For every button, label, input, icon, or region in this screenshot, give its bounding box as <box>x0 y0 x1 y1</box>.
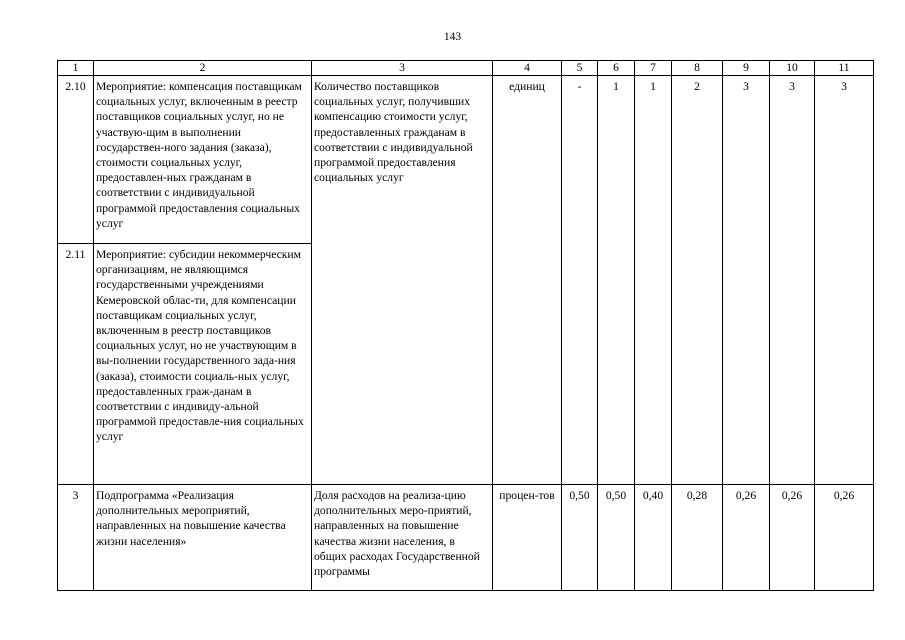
value-cell: 0,26 <box>723 485 770 591</box>
indicator-name-cell: Количество поставщиков социальных услуг, получивших компенсацию стоимости услуг, предоставленных гражданам в соответствии с индивидуальной программой предоставления социальных услуг <box>312 76 493 485</box>
value-cell: - <box>562 76 598 485</box>
header-cell: 10 <box>770 61 815 76</box>
value-cell: 1 <box>598 76 635 485</box>
header-cell: 6 <box>598 61 635 76</box>
table-row <box>58 485 874 591</box>
page-number: 143 <box>443 31 462 43</box>
value-cell: 0,26 <box>770 485 815 591</box>
row-number: 2.10 <box>58 76 94 244</box>
header-row <box>58 61 874 76</box>
value-cell: 0,50 <box>562 485 598 591</box>
value-cell: 1 <box>635 76 672 485</box>
header-cell: 3 <box>312 61 493 76</box>
row-number: 3 <box>58 485 94 591</box>
header-cell: 4 <box>493 61 562 76</box>
header-cell: 11 <box>815 61 874 76</box>
value-cell: 0,40 <box>635 485 672 591</box>
value-cell: 3 <box>815 76 874 485</box>
unit-cell: единиц <box>493 76 562 485</box>
header-cell: 5 <box>562 61 598 76</box>
activity-cell: Мероприятие: компенсация поставщикам социальных услуг, включенным в реестр поставщиков социальных услуг, но не участвую-щим в выполнении государствен-ного задания (заказа), стоимости социальных услуг, предоставлен-ных гражданам в соответствии с индивидуальной программой предоставления социальных услуг <box>94 76 312 244</box>
value-cell: 2 <box>672 76 723 485</box>
row-number: 2.11 <box>58 244 94 485</box>
header-cell: 1 <box>58 61 94 76</box>
indicators-table <box>57 60 874 591</box>
header-cell: 2 <box>94 61 312 76</box>
value-cell: 0,50 <box>598 485 635 591</box>
value-cell: 3 <box>770 76 815 485</box>
indicator-name-cell: Доля расходов на реализа-цию дополнительных меро-приятий, направленных на повышение качества жизни населения, в общих расходах Государственной программы <box>312 485 493 591</box>
header-cell: 8 <box>672 61 723 76</box>
value-cell: 3 <box>723 76 770 485</box>
table-row <box>58 76 874 244</box>
activity-cell: Подпрограмма «Реализация дополнительных мероприятий, направленных на повышение качества жизни населения» <box>94 485 312 591</box>
value-cell: 0,26 <box>815 485 874 591</box>
activity-cell: Мероприятие: субсидии некоммерческим организациям, не являющимся государственными учреждениями Кемеровской облас-ти, для компенсации поставщикам социальных услуг, включенным в реестр поставщиков социальных услуг, но не участвующим в вы-полнении государственного зада-ния (заказа), стоимости социаль-ных услуг, предоставленных граж-данам в соответствии с индивиду-альной программой предоставле-ния социальных услуг <box>94 244 312 485</box>
header-cell: 9 <box>723 61 770 76</box>
unit-cell: процен-тов <box>493 485 562 591</box>
header-cell: 7 <box>635 61 672 76</box>
value-cell: 0,28 <box>672 485 723 591</box>
